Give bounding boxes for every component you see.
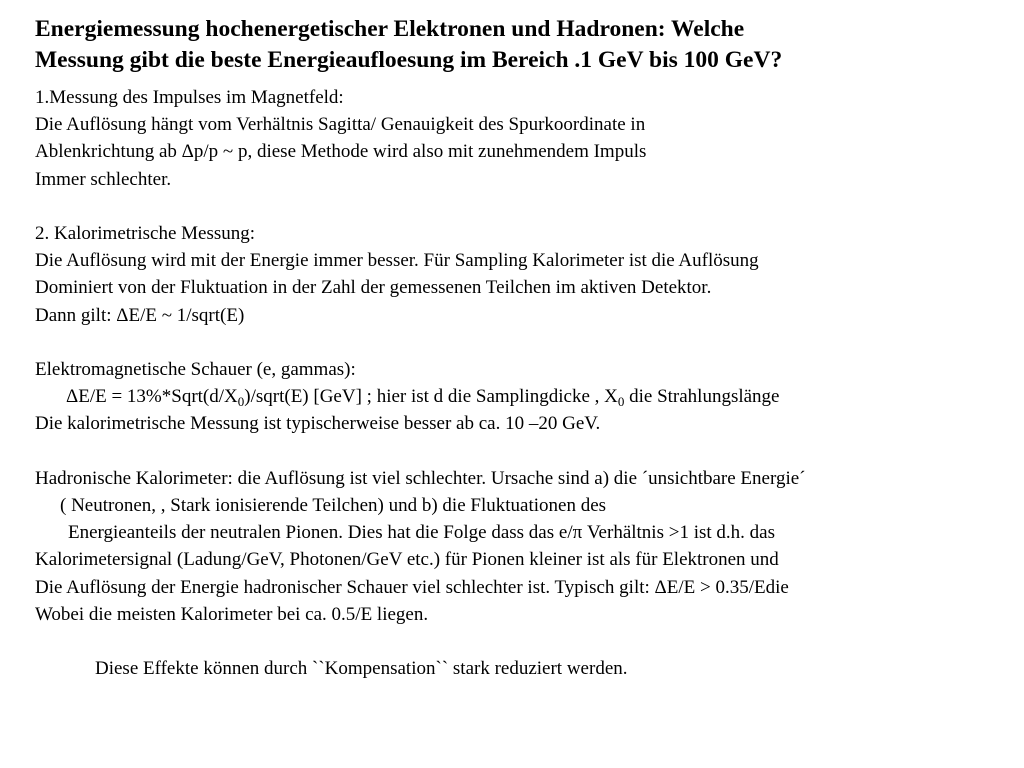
hadron-line-4: Kalorimetersignal (Ladung/GeV, Photonen/GeV etc.) für Pionen kleiner ist als für Elektronen und (35, 549, 779, 571)
em-formula-subscript-1: 0 (237, 394, 245, 410)
kalorimetrie-line-2: Dominiert von der Fluktuation in der Zahl der gemessenen Teilchen im aktiven Detektor. (35, 277, 712, 299)
impuls-line-3: Immer schlechter. (35, 168, 172, 190)
em-line-2: Die kalorimetrische Messung ist typischerweise besser ab ca. 10 –20 GeV. (35, 413, 601, 435)
kalorimetrie-line-1: Die Auflösung wird mit der Energie immer besser. Für Sampling Kalorimeter ist die Auflösung (35, 250, 759, 272)
em-heading: Elektromagnetische Schauer (e, gammas): (35, 359, 356, 380)
kalorimetrie-line-3: Dann gilt: ΔE/E ~ 1/sqrt(E) (35, 304, 245, 326)
kompensation-line: Diese Effekte können durch ``Kompensation`` stark reduziert werden. (95, 658, 628, 680)
kalorimetrie-heading: 2. Kalorimetrische Messung: (35, 223, 256, 244)
hadron-line-2: ( Neutronen, , Stark ionisierende Teilchen) und b) die Fluktuationen des (60, 495, 607, 516)
hadron-line-5: Die Auflösung der Energie hadronischer Schauer viel schlechter ist. Typisch gilt: ΔE/E > 0.35/Edie (35, 576, 789, 598)
hadron-line-6: Wobei die meisten Kalorimeter bei ca. 0.5/E liegen. (35, 603, 429, 625)
title-line-2: Messung gibt die beste Energieaufloesung im Bereich .1 GeV bis 100 GeV? (35, 47, 783, 73)
em-formula-part-b: )/sqrt(E) [GeV] ; hier ist d die Samplingdicke , X (244, 386, 618, 408)
em-formula-part-c: die Strahlungslänge (624, 386, 780, 408)
spacer (35, 438, 1010, 465)
spacer (35, 193, 1010, 220)
em-formula-subscript-2: 0 (617, 394, 625, 410)
slide-body (35, 84, 1010, 682)
impuls-line-2: Ablenkrichtung ab Δp/p ~ p, diese Methode wird also mit zunehmendem Impuls (35, 141, 647, 163)
impuls-heading: 1.Messung des Impulses im Magnetfeld: (35, 87, 344, 108)
spacer (35, 628, 1010, 655)
hadron-line-1: Hadronische Kalorimeter: die Auflösung ist viel schlechter. Ursache sind a) die ´unsichtbare Energie´ (35, 467, 806, 489)
slide-title (35, 14, 1010, 76)
hadron-line-3: Energieanteils der neutralen Pionen. Dies hat die Folge dass das e/π Verhältnis >1 ist d.h. das (68, 522, 775, 544)
title-line-1: Energiemessung hochenergetischer Elektronen und Hadronen: Welche (35, 16, 745, 42)
em-formula (35, 383, 1010, 410)
slide (35, 14, 1010, 682)
em-formula-part-a: ΔE/E = 13%*Sqrt(d/X (66, 386, 238, 408)
spacer (35, 329, 1010, 356)
impuls-line-1: Die Auflösung hängt vom Verhältnis Sagitta/ Genauigkeit des Spurkoordinate in (35, 114, 646, 136)
